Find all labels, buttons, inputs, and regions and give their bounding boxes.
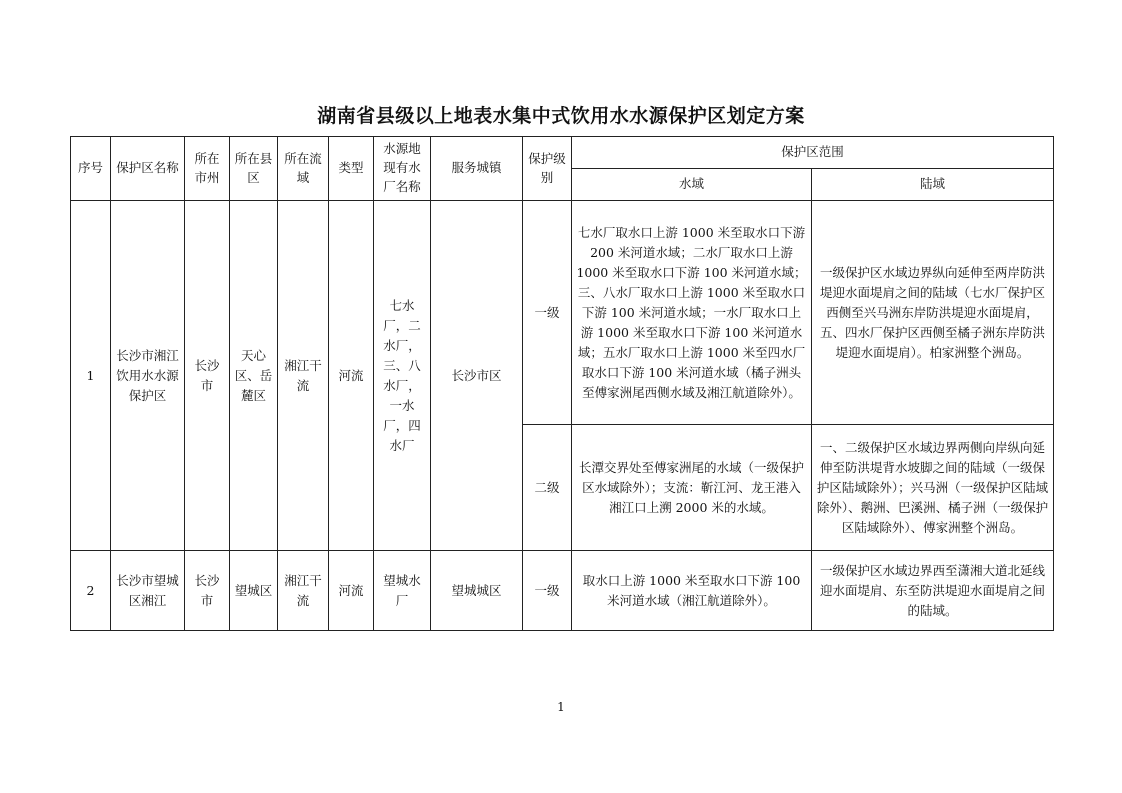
cell-state: 长沙市 [185,551,230,631]
header-land: 陆域 [812,169,1054,201]
header-range: 保护区范围 [572,137,1054,169]
cell-water: 七水厂取水口上游 1000 米至取水口下游 200 米河道水域；二水厂取水口上游 1000 米至取水口下游 100 米河道水域；三、八水厂取水口上游 1000 米至取水口下游 100 米河道水域；一水厂取水口上游 1000 米至取水口下游 100 米河道水域；五水厂取水口上游 1000 米至四水厂取水口下游 100 米河道水域（橘子洲头至傅家洲尾西侧水域及湘江航道除外）。 [572,201,812,425]
cell-land: 一级保护区水域边界纵向延伸至两岸防洪堤迎水面堤肩之间的陆域（七水厂保护区西侧至兴马洲东岸防洪堤迎水面堤肩，五、四水厂保护区西侧至橘子洲东岸防洪堤迎水面堤肩）。柏家洲整个洲岛。 [812,201,1054,425]
protection-zone-table [70,136,1054,631]
header-town: 服务城镇 [431,137,523,201]
cell-basin: 湘江干流 [278,201,329,551]
cell-plant: 望城水厂 [374,551,431,631]
table-row [71,551,1054,631]
cell-name: 长沙市望城区湘江 [111,551,185,631]
header-state: 所在市州 [185,137,230,201]
cell-basin: 湘江干流 [278,551,329,631]
cell-water: 长潭交界处至傅家洲尾的水域（一级保护区水域除外）；支流：靳江河、龙王港入湘江口上溯 2000 米的水域。 [572,425,812,551]
table-row [71,201,1054,425]
cell-type: 河流 [329,201,374,551]
cell-seq: 2 [71,551,111,631]
header-type: 类型 [329,137,374,201]
cell-plant: 七水厂，二水厂，三、八水厂，一水厂，四水厂 [374,201,431,551]
header-basin: 所在流域 [278,137,329,201]
cell-land: 一级保护区水域边界西至潇湘大道北延线迎水面堤肩、东至防洪堤迎水面堤肩之间的陆域。 [812,551,1054,631]
header-water: 水域 [572,169,812,201]
cell-state: 长沙市 [185,201,230,551]
cell-land: 一、二级保护区水域边界两侧向岸纵向延伸至防洪堤背水坡脚之间的陆域（一级保护区陆域除外）；兴马洲（一级保护区陆域除外）、鹅洲、巴溪洲、橘子洲（一级保护区陆域除外）、傅家洲整个洲岛。 [812,425,1054,551]
page-number: 1 [557,700,565,714]
cell-county: 天心区、岳麓区 [230,201,278,551]
cell-level: 一级 [523,201,572,425]
header-seq: 序号 [71,137,111,201]
cell-level: 二级 [523,425,572,551]
header-plant: 水源地现有水厂名称 [374,137,431,201]
cell-seq: 1 [71,201,111,551]
header-county: 所在县区 [230,137,278,201]
cell-name: 长沙市湘江饮用水水源保护区 [111,201,185,551]
cell-town: 望城城区 [431,551,523,631]
header-level: 保护级别 [523,137,572,201]
document-title: 湖南省县级以上地表水集中式饮用水水源保护区划定方案 [317,105,805,127]
cell-water: 取水口上游 1000 米至取水口下游 100 米河道水域（湘江航道除外）。 [572,551,812,631]
cell-county: 望城区 [230,551,278,631]
header-name: 保护区名称 [111,137,185,201]
cell-town: 长沙市区 [431,201,523,551]
cell-level: 一级 [523,551,572,631]
cell-type: 河流 [329,551,374,631]
